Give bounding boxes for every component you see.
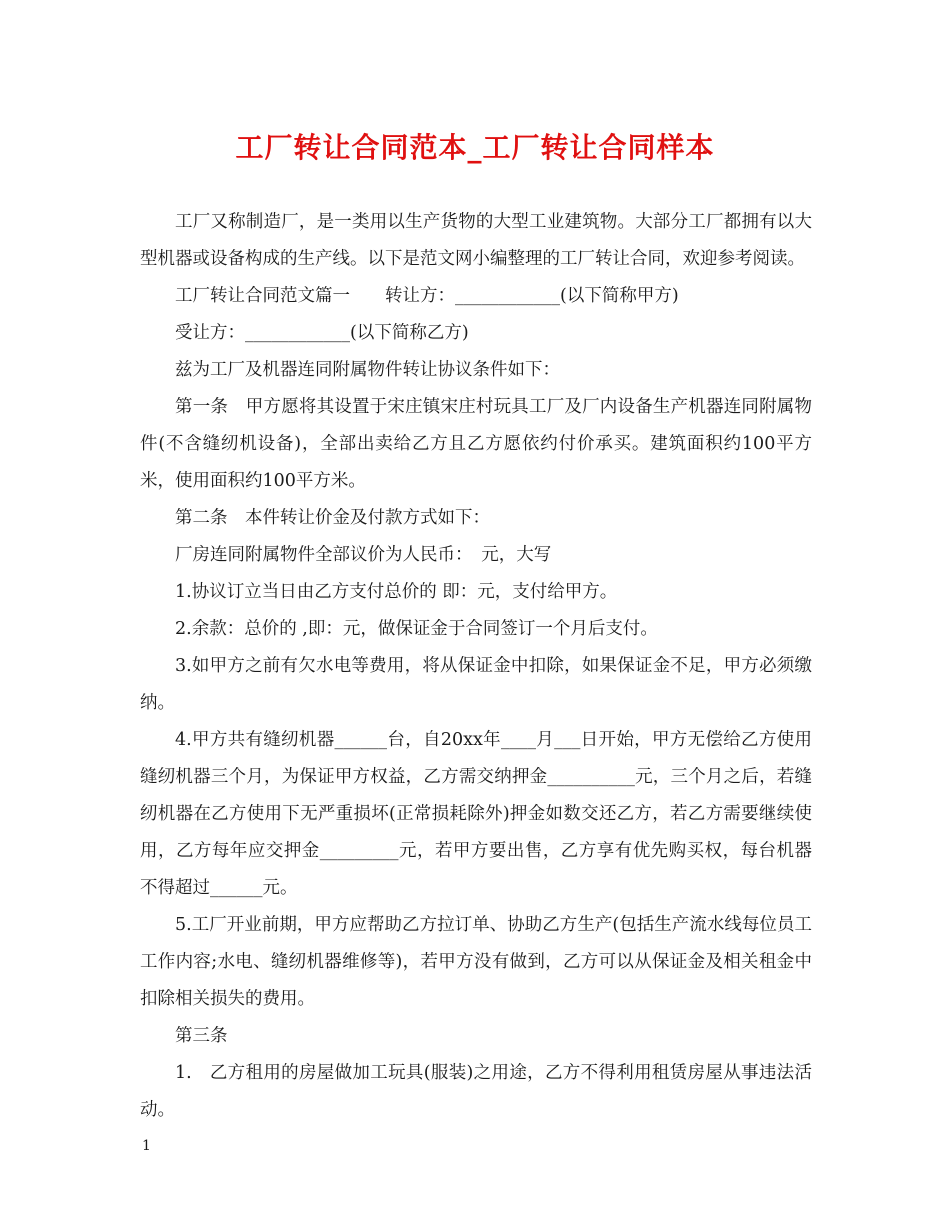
paragraph-article-1: 第一条 甲方愿将其设置于宋庄镇宋庄村玩具工厂及厂内设备生产机器连同附属物件(不含缝纫机设备)，全部出卖给乙方且乙方愿依约付价承买。建筑面积约100平方米，使用面积约100平方米。 — [140, 397, 812, 491]
page-number: 1 — [142, 1138, 151, 1154]
paragraph-clause-5: 5.工厂开业前期，甲方应帮助乙方拉订单、协助乙方生产(包括生产流水线每位员工工作内容;水电、缝纫机器维修等)，若甲方没有做到，乙方可以从保证金及相关租金中扣除相关损失的费用。 — [140, 915, 812, 1009]
paragraph-article-3-clause-1: 1. 乙方租用的房屋做加工玩具(服装)之用途，乙方不得利用租赁房屋从事违法活动。 — [140, 1063, 812, 1120]
paragraph-article-2: 第二条 本件转让价金及付款方式如下： — [175, 508, 490, 528]
paragraph-clause-2: 2.余款：总价的 ,即：元，做保证金于合同签订一个月后支付。 — [175, 619, 658, 639]
paragraph-clause-1: 1.协议订立当日由乙方支付总价的 即：元，支付给甲方。 — [175, 582, 618, 602]
document-title: 工厂转让合同范本_工厂转让合同样本 — [235, 131, 715, 164]
paragraph-clause-3: 3.如甲方之前有欠水电等费用，将从保证金中扣除，如果保证金不足，甲方必须缴纳。 — [140, 656, 812, 713]
paragraph-price: 厂房连同附属物件全部议价为人民币： 元，大写 — [175, 545, 552, 565]
paragraph-preamble: 兹为工厂及机器连同附属物件转让协议条件如下： — [175, 360, 560, 380]
paragraph-article-3: 第三条 — [175, 1026, 228, 1046]
paragraph-transferee: 受让方：____________(以下简称乙方) — [175, 323, 469, 343]
document-body — [140, 204, 812, 1129]
paragraph-clause-4: 4.甲方共有缝纫机器______台，自20xx年____月___日开始，甲方无偿给乙方使用缝纫机器三个月，为保证甲方权益，乙方需交纳押金__________元，三个月之后，若缝纫机器在乙方使用下无严重损坏(正常损耗除外)押金如数交还乙方，若乙方需要继续使用，乙方每年应交押金_________元，若甲方要出售，乙方享有优先购买权，每台机器不得超过______元。 — [140, 730, 812, 898]
paragraph-intro: 工厂又称制造厂，是一类用以生产货物的大型工业建筑物。大部分工厂都拥有以大型机器或设备构成的生产线。以下是范文网小编整理的工厂转让合同，欢迎参考阅读。 — [140, 212, 812, 269]
paragraph-transferor: 工厂转让合同范文篇一 转让方：____________(以下简称甲方) — [175, 286, 679, 306]
